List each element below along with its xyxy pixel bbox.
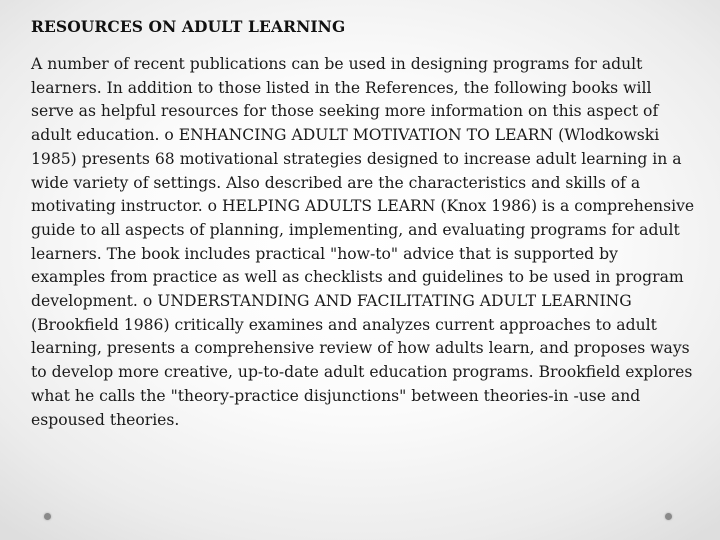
slide-title: RESOURCES ON ADULT LEARNING [31, 17, 346, 36]
right-bullet-dot-icon [665, 513, 672, 520]
slide-body-text: A number of recent publications can be used in designing programs for adult learners. In addition to those listed in the References, the following books will serve as helpful resources for those seeking more information on this aspect of adult education. o ENHANCING ADULT MOTIVATION TO LEARN (Wlodkowski 1985) presents 68 motivational strategies designed to increase adult learning in a wide variety of settings. Also described are the characteristics and skills of a motivating instructor. o HELPING ADULTS LEARN (Knox 1986) is a comprehensive guide to all aspects of planning, implementing, and evaluating programs for adult learners. The book includes practical "how-to" advice that is supported by examples from practice as well as checklists and guidelines to be used in program development. o UNDERSTANDING AND FACILITATING ADULT LEARNING (Brookfield 1986) critically examines and analyzes current approaches to adult learning, presents a comprehensive review of how adults learn, and proposes ways to develop more creative, up-to-date adult education programs. Brookfield explores what he calls the "theory-practice disjunctions" between theories-in -use and espoused theories. [31, 55, 695, 429]
left-bullet-dot-icon [44, 513, 51, 520]
